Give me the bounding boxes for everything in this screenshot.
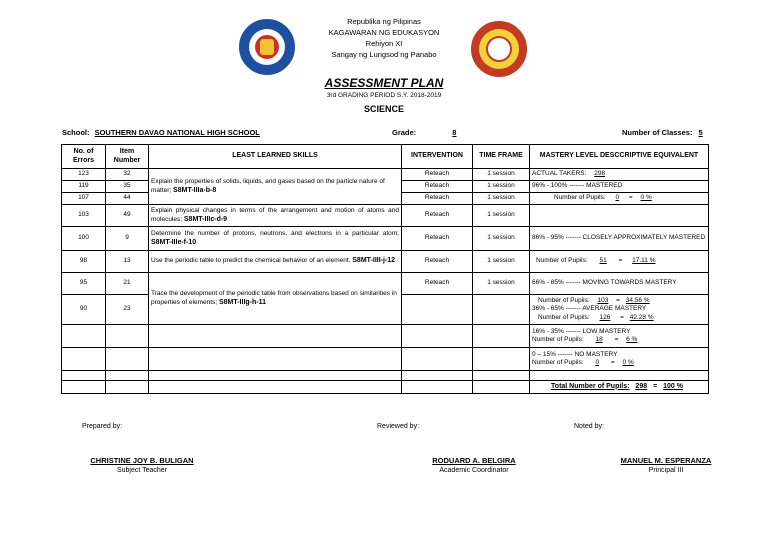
average-pupils-label: Number of Pupils:	[538, 313, 590, 321]
table-row	[62, 325, 709, 348]
errors-cell: 107	[62, 193, 106, 205]
time-cell: 1 session	[473, 273, 530, 295]
grading-period	[284, 92, 484, 99]
school-value: SOUTHERN DAVAO NATIONAL HIGH SCHOOL	[94, 128, 260, 137]
skill-code: S8MT-IIII-j-12	[352, 257, 396, 265]
noted-by-title: Principal III	[648, 467, 684, 474]
low-pupils-pct: 6 %	[626, 336, 638, 343]
mastery-level-none: 0 – 15% ------- NO MASTERY	[532, 350, 618, 358]
actual-takers-label: ACTUAL TAKERS:	[532, 170, 587, 178]
skill-code: S8MT-IIIc-d-9	[183, 215, 228, 223]
header-time-frame: TIME FRAME	[473, 145, 530, 169]
mastered-pupils-pct: 0 %	[640, 194, 652, 202]
errors-cell: 119	[62, 181, 106, 193]
header-errors: No. of Errors	[62, 145, 106, 169]
grade-field	[392, 128, 610, 137]
skill-text: Trace the development of the periodic table from observations based on similarities in properties of elements;	[151, 290, 397, 306]
classes-value: 5	[698, 128, 703, 137]
intervention-empty-cell	[402, 295, 473, 325]
errors-cell: 90	[62, 295, 106, 325]
school-label: School:	[62, 128, 90, 137]
header-skills: LEAST LEARNED SKILLS	[149, 145, 402, 169]
header-mastery: MASTERY LEVEL DESCCRIPTIVE EQUIVALENT	[530, 145, 709, 169]
time-cell: 1 session	[473, 251, 530, 273]
mastery-level-low: 16% - 35% ------- LOW MASTERY	[532, 327, 631, 335]
mastered-pupils-count: 0	[615, 194, 620, 202]
actual-takers-cell	[530, 169, 709, 181]
subject-title: SCIENCE	[363, 104, 404, 114]
intervention-cell: Reteach	[402, 273, 473, 295]
item-cell: 9	[106, 227, 149, 251]
closely-approx-pupils-count: 51	[599, 257, 607, 265]
errors-empty-cell	[62, 348, 106, 371]
low-pupils-count: 18	[595, 336, 603, 343]
intervention-cell: Reteach	[402, 169, 473, 181]
item-cell: 44	[106, 193, 149, 205]
skill-text: Use the periodic table to predict the chemical behavior of an element.	[151, 257, 351, 265]
time-empty-cell	[473, 295, 530, 325]
table-row	[62, 348, 709, 371]
errors-empty-cell	[62, 381, 106, 394]
skill-text: Determine the number of protons, neutrons, and electrons in a particular atom;	[151, 230, 399, 237]
skill-empty-cell	[149, 348, 402, 371]
header-line-region: Rehiyon XI	[365, 39, 403, 48]
mastery-empty-cell	[530, 371, 709, 381]
prepared-by-title: Subject Teacher	[116, 467, 168, 474]
mastery-level-mastered: 96% - 100% ------- MASTERED	[530, 181, 709, 193]
noted-by-label: Noted by:	[574, 423, 604, 430]
assessment-table	[61, 144, 709, 394]
low-mastery-cell	[530, 325, 709, 348]
intervention-cell: Reteach	[402, 251, 473, 273]
header-intervention: INTERVENTION	[402, 145, 473, 169]
skill-code: S8MT-IIIa-b-8	[173, 186, 217, 194]
item-empty-cell	[106, 381, 149, 394]
table-row	[62, 251, 709, 273]
header-item-number: Item Number	[106, 145, 149, 169]
skill-code: S8MT-IIIe-f-10	[151, 238, 197, 246]
errors-cell: 95	[62, 273, 106, 295]
skill-text: Explain physical changes in terms of the arrangement and motion of atoms and molecules;	[151, 207, 399, 223]
none-pupils: Number of Pupils: 0 = 0 %	[532, 359, 706, 368]
classes-field	[622, 128, 703, 137]
time-cell: 1 session	[473, 193, 530, 205]
page-title: ASSESSMENT PLAN	[324, 76, 444, 90]
intervention-cell: Reteach	[402, 193, 473, 205]
average-pupils-pct: 42.28 %	[629, 313, 654, 321]
total-pupils-label: Total Number of Pupils:	[551, 382, 630, 390]
school-field	[62, 128, 260, 137]
moving-towards-pupils-label: Number of Pupils:	[538, 296, 590, 304]
closely-approx-pupils-label: Number of Pupils:	[536, 257, 588, 265]
header-line-division: Sangay ng Lungsod ng Panabo	[331, 50, 437, 59]
grade-label: Grade:	[392, 128, 417, 137]
skill-code: S8MT-IIIg-h-11	[218, 298, 266, 306]
prepared-by-label: Prepared by:	[82, 423, 123, 430]
time-cell: 1 session	[473, 227, 530, 251]
reviewed-by-label: Reviewed by:	[377, 423, 420, 430]
time-cell: 1 session	[473, 205, 530, 227]
time-empty-cell	[473, 325, 530, 348]
item-empty-cell	[106, 325, 149, 348]
errors-cell: 103	[62, 205, 106, 227]
actual-takers-value: 298	[594, 170, 606, 178]
item-cell: 35	[106, 181, 149, 193]
average-pupils-count: 126	[599, 313, 611, 321]
average-pupils: Number of Pupils: 126 = 42.28 %	[532, 314, 706, 323]
item-cell: 49	[106, 205, 149, 227]
table-row	[62, 169, 709, 181]
none-pupils-pct: 0 %	[622, 359, 634, 366]
low-pupils: Number of Pupils: 18 = 6 %	[532, 336, 706, 345]
skill-cell	[149, 227, 402, 251]
item-cell: 13	[106, 251, 149, 273]
none-pupils-label: Number of Pupils:	[532, 359, 584, 366]
mastered-pupils-label: Number of Pupils:	[554, 194, 606, 202]
errors-empty-cell	[62, 371, 106, 381]
item-empty-cell	[106, 371, 149, 381]
skill-cell	[149, 251, 402, 273]
intervention-empty-cell	[402, 325, 473, 348]
total-pupils-count: 298	[635, 382, 648, 390]
time-cell: 1 session	[473, 181, 530, 193]
table-total-row	[62, 381, 709, 394]
table-row	[62, 227, 709, 251]
total-pupils-cell: Total Number of Pupils: 298 = 100 %	[530, 381, 709, 394]
intervention-cell: Reteach	[402, 181, 473, 193]
grade-value: 8	[452, 128, 457, 137]
skill-cell	[149, 205, 402, 227]
item-empty-cell	[106, 348, 149, 371]
errors-cell: 98	[62, 251, 106, 273]
moving-towards-pupils-pct: 34.56 %	[625, 296, 650, 304]
intervention-cell: Reteach	[402, 205, 473, 227]
intervention-empty-cell	[402, 371, 473, 381]
no-mastery-cell	[530, 348, 709, 371]
time-empty-cell	[473, 371, 530, 381]
skill-empty-cell	[149, 325, 402, 348]
grading-period-text: 3rd GRADING PERIOD S.Y. 2018-2019	[326, 92, 442, 99]
low-pupils-label: Number of Pupils:	[532, 336, 584, 343]
table-row	[62, 273, 709, 295]
mastery-level-closely-approx: 86% - 95% ------- CLOSELY APPROXIMATELY MASTERED	[530, 227, 709, 251]
errors-cell: 100	[62, 227, 106, 251]
prepared-by-name: CHRISTINE JOY B. BULIGAN	[90, 456, 194, 465]
header-line-department: KAGAWARAN NG EDUKASYON	[328, 28, 440, 37]
errors-empty-cell	[62, 325, 106, 348]
item-cell: 32	[106, 169, 149, 181]
noted-by-name: MANUEL M. ESPERANZA	[620, 456, 712, 465]
reviewed-by-title: Academic Coordinator	[439, 467, 509, 474]
moving-towards-pupils-count: 103	[597, 296, 609, 304]
skill-empty-cell	[149, 371, 402, 381]
skill-text: Explain the properties of solids, liquids, and gases based on the particle nature of matter;	[151, 178, 385, 194]
time-empty-cell	[473, 348, 530, 371]
mastered-pupils-cell: Number of Pupils: 0 = 0 %	[530, 193, 709, 205]
skill-cell	[149, 169, 402, 205]
mastery-empty-cell	[530, 205, 709, 227]
mastery-level-moving-towards: 66% - 85% ------- MOVING TOWARDS MASTERY	[530, 273, 709, 295]
closely-approx-pupils-pct: 17.11 %	[632, 257, 656, 265]
time-cell: 1 session	[473, 169, 530, 181]
header-line-republic: Republika ng Pilipinas	[347, 17, 421, 26]
table-row	[62, 205, 709, 227]
closely-approx-pupils-cell: Number of Pupils: 51 = 17.11 %	[530, 251, 709, 273]
skill-empty-cell	[149, 381, 402, 394]
none-pupils-count: 0	[595, 359, 600, 366]
moving-towards-pupils: Number of Pupils: 103 = 34.56 %	[532, 297, 706, 306]
item-cell: 21	[106, 273, 149, 295]
table-header-row	[62, 145, 709, 169]
time-empty-cell	[473, 381, 530, 394]
intervention-empty-cell	[402, 348, 473, 371]
table-row	[62, 371, 709, 381]
mastery-level-average: 36% - 65% ------- AVERAGE MASTERY	[532, 305, 647, 313]
skill-cell	[149, 273, 402, 325]
errors-cell: 123	[62, 169, 106, 181]
intervention-empty-cell	[402, 381, 473, 394]
item-cell: 23	[106, 295, 149, 325]
intervention-cell: Reteach	[402, 227, 473, 251]
moving-average-cell	[530, 295, 709, 325]
total-pupils-pct: 100 %	[663, 382, 683, 390]
reviewed-by-name: RODUARD A. BELGIRA	[432, 456, 516, 465]
classes-label: Number of Classes:	[622, 128, 693, 137]
